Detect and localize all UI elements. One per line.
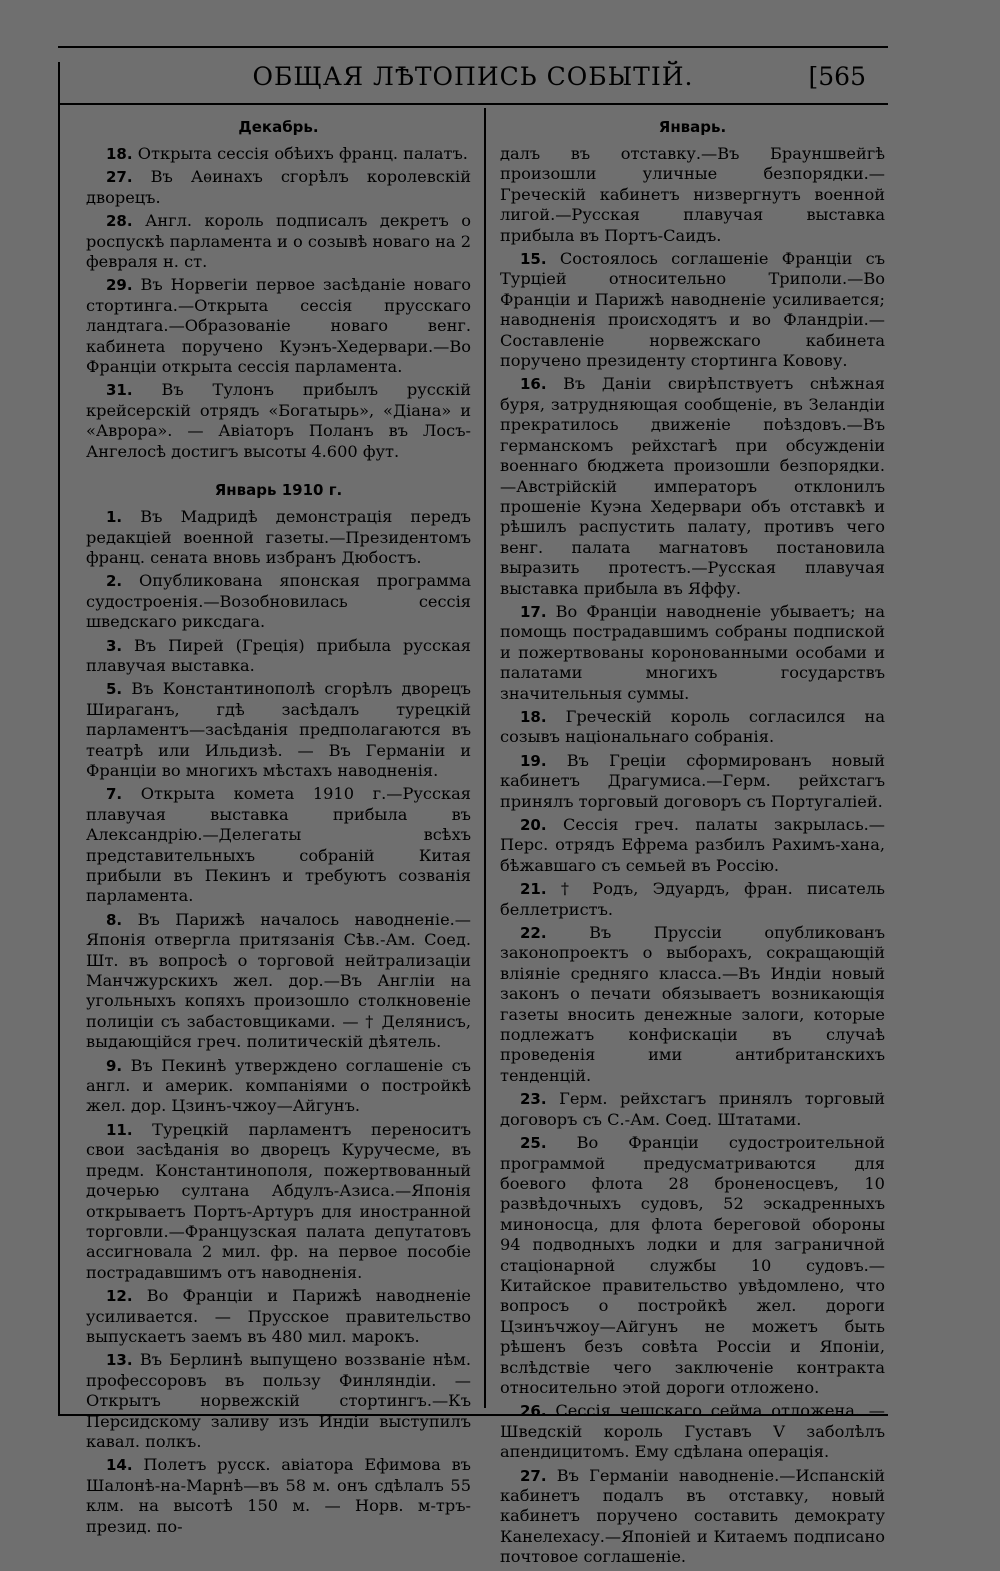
entry-text: Состоялось соглашеніе Франціи съ Турціей относительно Триполи.—Во Франціи и Парижѣ наводненіе усиливается; наводненія происходятъ и во Фландріи.— Составленіе норвежскаго кабинета поручено президенту стортинга Ковову. bbox=[500, 249, 885, 371]
chronicle-entry bbox=[86, 679, 471, 781]
entry-text: Въ Константинополѣ сгорѣлъ дворецъ Шираганъ, гдѣ засѣдалъ турецкій парламентъ—засѣданія предполагаются въ театрѣ или Ильдизѣ. — Въ Германіи и Франціи во многихъ мѣстахъ наводненія. bbox=[86, 679, 471, 780]
entry-text: Полетъ русск. авіатора Ефимова въ Шалонѣ-на-Марнѣ—въ 58 м. онъ сдѣлалъ 55 клм. на высотѣ 150 м. — Норв. м-тръ-презид. по- bbox=[86, 1455, 471, 1536]
entry-date: 21. bbox=[520, 880, 547, 899]
chronicle-entry bbox=[500, 1133, 885, 1398]
entry-date: 18. bbox=[520, 707, 547, 726]
chronicle-entry bbox=[500, 602, 885, 704]
chronicle-entry bbox=[500, 879, 885, 920]
chronicle-entry bbox=[86, 275, 471, 377]
entry-text: Въ Мадридѣ демонстрація передъ редакціей военной газеты.—Президентомъ франц. сената вновь избранъ Дюбостъ. bbox=[86, 507, 471, 567]
entry-date: 15. bbox=[520, 250, 547, 269]
chronicle-entry bbox=[86, 211, 471, 272]
page-header bbox=[58, 62, 888, 102]
entry-date: 1. bbox=[106, 508, 123, 527]
chronicle-entry bbox=[86, 784, 471, 906]
entry-date: 31. bbox=[106, 381, 133, 400]
chronicle-entry bbox=[86, 571, 471, 632]
chronicle-entry bbox=[86, 144, 471, 164]
entry-text: Опубликована японская программа судостроенія.—Возобновилась сессія шведскаго риксдага. bbox=[86, 571, 471, 632]
entry-date: 22. bbox=[520, 924, 547, 943]
entry-date: 20. bbox=[520, 816, 547, 834]
entry-date: 28. bbox=[106, 212, 133, 231]
column-divider bbox=[484, 108, 486, 1408]
entry-text: Во Франціи и Парижѣ наводненіе усиливается. — Прусское правительство выпускаетъ заемъ въ 480 мил. марокъ. bbox=[86, 1286, 471, 1346]
chronicle-entry bbox=[500, 1401, 885, 1462]
entry-text: Сессія греч. палаты закрылась.—Перс. отрядъ Ефрема разбилъ Рахимъ-хана, бѣжавшаго съ семьей въ Россію. bbox=[500, 815, 885, 875]
entry-text: Въ Даніи свирѣпствуетъ снѣжная буря, затрудняющая сообщеніе, въ Зеландіи прекратилось движеніе поѣздовъ.—Въ германскомъ рейхстагѣ при обсужденіи военнаго бюджета произошли безпорядки.—Австрійскій императоръ отклонилъ прошеніе Куэна Хедервари объ отставкѣ и рѣшилъ распустить палату, противъ чего венг. палата магнатовъ постановила выразить протестъ.—Русская плавучая выставка прибыла въ Яффу. bbox=[500, 374, 885, 598]
chronicle-entry bbox=[500, 751, 885, 812]
entry-date: 19. bbox=[520, 751, 547, 770]
entry-date: 3. bbox=[106, 636, 123, 655]
entry-text: Открыта комета 1910 г.—Русская плавучая выставка прибыла въ Александрію.—Делегаты всѣхъ представительныхъ собраній Китая прибыли въ Пекинъ и требуютъ созванія парламента. bbox=[86, 784, 471, 906]
chronicle-entry bbox=[500, 815, 885, 876]
entry-date: 29. bbox=[106, 276, 133, 295]
entry-date: 26. bbox=[520, 1402, 547, 1421]
chronicle-entry bbox=[500, 1089, 885, 1130]
entry-text: Въ Норвегіи первое засѣданіе новаго стортинга.—Открыта сессія прусскаго ландтага.—Образованіе новаго венг. кабинета поручено Куэнъ-Хедервари.—Во Франціи открыта сессія парламента. bbox=[86, 275, 471, 377]
chronicle-entry bbox=[86, 1120, 471, 1283]
entry-date: 17. bbox=[520, 602, 547, 621]
entry-date: 16. bbox=[520, 375, 547, 394]
entry-date: 7. bbox=[106, 785, 123, 804]
entry-text: Въ Германіи наводненіе.—Испанскій кабинетъ подалъ въ отставку, новый кабинетъ поручено составить демократу Канелехасу.—Японіей и Китаемъ подписано почтовое соглашеніе. bbox=[500, 1465, 885, 1567]
entry-text: Во Франціи наводненіе убываетъ; на помощь пострадавшимъ собраны подпиской и пожертвованы коронованными особами и палатами многихъ государствъ значительныя суммы. bbox=[500, 601, 885, 703]
entry-date: 8. bbox=[106, 910, 123, 929]
entry-date: 12. bbox=[106, 1287, 133, 1306]
entry-date: 27. bbox=[520, 1466, 547, 1485]
section-heading-january-1910: Январь 1910 г. bbox=[214, 481, 343, 500]
page-title: ОБЩАЯ ЛѢТОПИСЬ СОБЫТІЙ. bbox=[252, 62, 694, 91]
entry-text: Въ Пирей (Греція) прибыла русская плавучая выставка. bbox=[86, 635, 471, 675]
december-entries bbox=[86, 144, 471, 462]
entry-text: Въ Берлинѣ выпущено воззваніе нѣм. профессоровъ въ пользу Финляндіи. — Открытъ норвежскій стортингъ.—Къ Персидскому заливу изъ Индіи выступилъ кавал. полкъ. bbox=[86, 1350, 471, 1451]
entry-text: Въ Пекинѣ утверждено соглашеніе съ англ. и америк. компаніями о постройкѣ жел. дор. Цзинъ-чжоу—Айгунъ. bbox=[86, 1055, 471, 1116]
continued-entry: далъ въ отставку.—Въ Брауншвейгѣ произошли уличные безпорядки.—Греческій кабинетъ низвергнутъ военной лигой.—Русская плавучая выставка прибыла въ Портъ-Саидъ. bbox=[500, 144, 885, 245]
entry-text: Англ. король подписалъ декретъ о роспускѣ парламента и о созывѣ новаго на 2 февраля н. ст. bbox=[86, 211, 471, 272]
chronicle-entry bbox=[86, 1455, 471, 1537]
entry-date: 9. bbox=[106, 1056, 123, 1075]
entry-text: Открыта сессія обѣихъ франц. палатъ. bbox=[137, 144, 468, 163]
entry-date: 23. bbox=[520, 1090, 547, 1109]
chronicle-entry bbox=[86, 910, 471, 1053]
chronicle-entry bbox=[86, 1350, 471, 1452]
section-heading-december: Декабрь. bbox=[238, 118, 319, 136]
entry-date: 13. bbox=[106, 1351, 133, 1370]
january-entries-right bbox=[500, 249, 885, 1568]
chronicle-entry bbox=[500, 1466, 885, 1568]
header-rule bbox=[58, 103, 888, 105]
section-heading-january: Январь. bbox=[658, 118, 727, 136]
entry-text: Въ Греціи сформированъ новый кабинетъ Драгумиса.—Герм. рейхстагъ принялъ торговый договоръ съ Португаліей. bbox=[500, 750, 885, 811]
left-column bbox=[86, 112, 471, 1540]
entry-text: Турецкій парламентъ переноситъ свои засѣданія во дворецъ Куручесме, въ предм. Константинополя, пожертвованный дочерью султана Абдулъ-Азиса.—Японія открываетъ Портъ-Артуръ для иностранной торговли.—Французская палата депутатовъ ассигновала 2 мил. фр. на первое пособіе пострадавшимъ отъ наводненія. bbox=[86, 1119, 471, 1282]
entry-date: 25. bbox=[520, 1134, 547, 1153]
entry-text: Въ Пруссіи опубликованъ законопроектъ о выборахъ, сокращающій вліяніе средняго класса.—Въ Индіи новый законъ о печати обязываетъ возникающія газеты вносить денежные залоги, которые подлежатъ конфискаціи въ случаѣ проведенія ими антибританскихъ тенденцій. bbox=[500, 923, 885, 1085]
entry-text: Въ Тулонъ прибылъ русскій крейсерскій отрядъ «Богатырь», «Діана» и «Аврора». — Авіаторъ Поланъ въ Лосъ-Ангелосѣ достигъ высоты 4.600 фут. bbox=[86, 380, 471, 461]
entry-text: † Родъ, Эдуардъ, фран. писатель беллетристъ. bbox=[500, 879, 885, 919]
entry-date: 27. bbox=[106, 168, 133, 187]
entry-date: 2. bbox=[106, 572, 123, 591]
entry-date: 5. bbox=[106, 680, 123, 699]
chronicle-entry bbox=[500, 707, 885, 748]
chronicle-entry bbox=[86, 636, 471, 677]
top-rule bbox=[58, 46, 888, 48]
entry-text: Въ Парижѣ началось наводненіе.—Японія отвергла притязанія Сѣв.-Ам. Соед. Шт. въ вопросѣ о торговой нейтрализаціи Манчжурскихъ жел. дор.—Въ Англіи на угольныхъ копяхъ произошло столкновеніе полиціи съ забастовщиками. — † Делянисъ, выдающійся греч. политическій дѣятель. bbox=[86, 909, 471, 1052]
january-entries-left bbox=[86, 507, 471, 1537]
chronicle-entry bbox=[86, 1056, 471, 1117]
entry-date: 14. bbox=[106, 1456, 133, 1475]
chronicle-entry bbox=[500, 249, 885, 371]
chronicle-entry bbox=[86, 507, 471, 568]
entry-text: Греческій король согласился на созывъ національнаго собранія. bbox=[500, 706, 885, 747]
entry-date: 18. bbox=[106, 145, 133, 163]
entry-text: Во Франціи судостроительной программой предусматриваются для боевого флота 28 броненосцевъ, 10 развѣдочныхъ судовъ, 52 эскадренныхъ миноносца, для флота береговой обороны 94 подводныхъ лодки и для заграничной стаціонарной службы 10 судовъ.—Китайское правительство увѣдомлено, что вопросъ о постройкѣ жел. дороги Цзинъчжоу—Айгунъ не можетъ быть рѣшенъ безъ совѣта Россіи и Японіи, вслѣдствіе чего заключеніе контракта относительно этой дороги отложено. bbox=[500, 1133, 885, 1397]
chronicle-entry bbox=[86, 167, 471, 208]
chronicle-entry bbox=[86, 1286, 471, 1347]
left-margin-rule bbox=[58, 62, 60, 1414]
entry-text: Въ Аѳинахъ сгорѣлъ королевскій дворецъ. bbox=[86, 167, 471, 207]
entry-text: Герм. рейхстагъ принялъ торговый договоръ съ С.-Ам. Соед. Штатами. bbox=[500, 1089, 885, 1129]
bottom-rule bbox=[58, 1414, 888, 1416]
page-number: [565 bbox=[808, 62, 866, 91]
entry-date: 11. bbox=[106, 1120, 133, 1139]
chronicle-entry bbox=[500, 374, 885, 598]
right-column bbox=[500, 112, 885, 1571]
entry-text: Сессія чешскаго сейма отложена. — Шведскій король Густавъ V заболѣлъ апендицитомъ. Ему сдѣлана операція. bbox=[500, 1401, 885, 1462]
chronicle-entry bbox=[86, 380, 471, 462]
chronicle-entry bbox=[500, 923, 885, 1086]
